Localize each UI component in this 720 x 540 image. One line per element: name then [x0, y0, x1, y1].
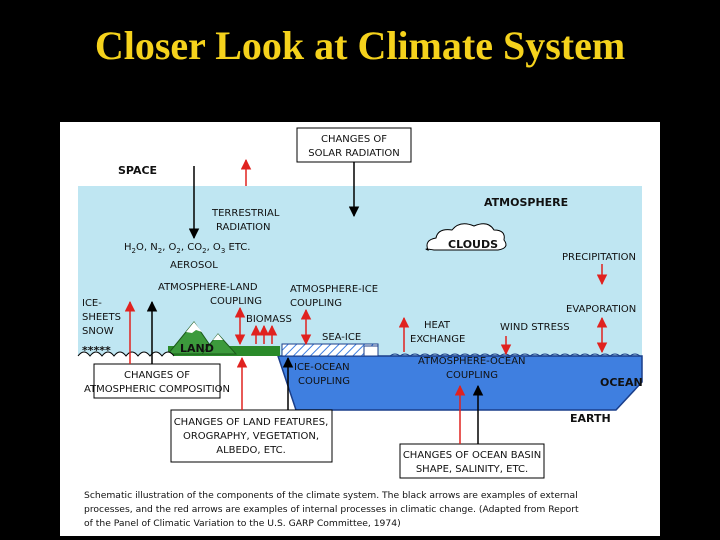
ice-sheets-label: SHEETS: [82, 312, 121, 323]
aerosol-label: AEROSOL: [170, 260, 218, 271]
gases-label: $H_2O$, $N_2$, $O_2$, $CO_2$, $O_3$ ETC.: [124, 242, 251, 255]
sea-ice-label: SEA-ICE: [322, 332, 362, 343]
atm-ocean-coupling-label: COUPLING: [446, 370, 498, 381]
land-features-label: OROGRAPHY, VEGETATION,: [182, 431, 320, 442]
ice-ocean-coupling-label: ICE-OCEAN: [294, 362, 350, 373]
caption-line: processes, and the red arrows are examples of internal processes in climatic change. (Adapted from Report: [84, 504, 579, 515]
wind-stress-label: WIND STRESS: [500, 322, 570, 333]
snow-stars: *****: [82, 344, 111, 357]
atm-land-coupling-label: ATMOSPHERE-LAND: [158, 282, 258, 293]
caption-line: Schematic illustration of the components of the climate system. The black arrows are examples of external: [84, 490, 578, 501]
atmospheric-composition-label: ATMOSPHERIC COMPOSITION: [83, 384, 231, 395]
caption-line: of the Panel of Climatic Variation to the U.S. GARP Committee, 1974): [84, 518, 401, 529]
space-label: SPACE: [118, 164, 158, 177]
atmosphere-label: ATMOSPHERE: [484, 196, 569, 209]
biomass-label: BIOMASS: [246, 314, 292, 325]
ocean-basin-label: SHAPE, SALINITY, ETC.: [415, 464, 529, 475]
atm-ice-coupling-label: ATMOSPHERE-ICE: [290, 284, 379, 295]
atm-ocean-coupling-label: ATMOSPHERE-OCEAN: [418, 356, 526, 367]
ocean-basin-label: CHANGES OF OCEAN BASIN: [402, 450, 542, 461]
land-label: LAND: [180, 342, 214, 355]
precipitation-label: PRECIPITATION: [562, 252, 637, 263]
ice-ocean-coupling-label: COUPLING: [298, 376, 350, 387]
ocean-label: OCEAN: [600, 376, 643, 389]
atm-ice-coupling-label: COUPLING: [290, 298, 342, 309]
earth-label: EARTH: [570, 412, 611, 425]
ice-sheets-label: SNOW: [82, 326, 114, 337]
land-features-label: ALBEDO, ETC.: [216, 445, 286, 456]
slide-title: Closer Look at Climate System: [94, 23, 626, 68]
evaporation-label: EVAPORATION: [566, 304, 637, 315]
heat-exchange-label: EXCHANGE: [410, 334, 466, 345]
solar-radiation-label: SOLAR RADIATION: [308, 148, 400, 159]
terrestrial-radiation-label: RADIATION: [216, 222, 271, 233]
sea-ice-block: [364, 346, 378, 356]
heat-exchange-label: HEAT: [424, 320, 451, 331]
atmospheric-composition-label: CHANGES OF: [123, 370, 191, 381]
solar-radiation-label: CHANGES OF: [320, 134, 388, 145]
land-features-label: CHANGES OF LAND FEATURES,: [173, 417, 329, 428]
atm-land-coupling-label: COUPLING: [210, 296, 262, 307]
clouds-label: CLOUDS: [448, 238, 499, 251]
ice-sheets-label: ICE-: [82, 298, 102, 309]
climate-diagram-panel: [60, 122, 660, 536]
terrestrial-radiation-label: TERRESTRIAL: [212, 208, 280, 219]
